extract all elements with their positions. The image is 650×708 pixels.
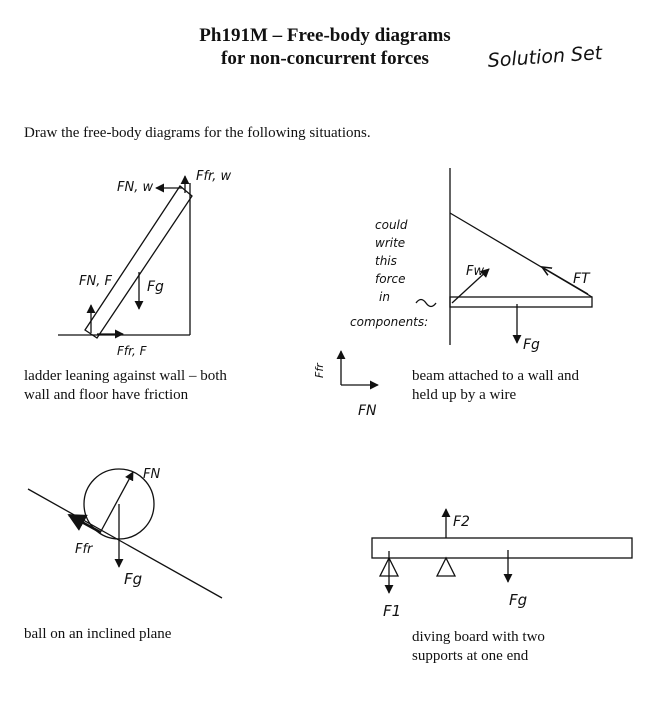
label-support-force: F2 [453,514,470,530]
solution-set-note: Solution Set [487,42,603,72]
label-normal-wall: FN, w [117,180,154,195]
note-pointer [416,300,436,307]
label-tension: FT [573,271,590,287]
label-gravity-ladder: Fg [147,279,164,295]
arrow-friction-ball [69,515,100,532]
board-caption-line-1: diving board with two [412,629,545,645]
diving-board-body [372,538,632,558]
beam-note [350,218,428,329]
note-line-5: in [379,290,390,304]
note-line-6: components: [350,315,429,329]
ladder-body [85,186,192,338]
ladder-diagram [58,176,192,338]
title-line-1: Ph191M – Free-body diagrams [199,25,451,46]
label-component-fr: Ffr [313,363,326,378]
instructions-text: Draw the free-body diagrams for the following situations. [24,125,371,141]
label-friction-wall: Ffr, w [196,169,232,184]
board-caption-line-2: supports at one end [412,648,529,664]
label-friction-ball: Ffr [75,542,93,557]
label-normal-floor: FN, F [79,274,112,289]
label-component-n: FN [358,403,377,419]
note-line-1: could [375,218,408,232]
beam-caption-line-1: beam attached to a wall and [412,368,580,384]
label-gravity-ball: Fg [124,570,143,588]
note-line-3: this [375,254,397,268]
beam-caption-line-2: held up by a wire [412,387,517,403]
beam-body [450,297,592,307]
ladder-caption-line-2: wall and floor have friction [24,387,189,403]
arrow-normal-ball [100,472,133,533]
support-triangle-2 [437,558,455,576]
label-friction-floor: Ffr, F [117,344,147,358]
note-line-2: write [375,236,406,250]
note-line-4: force [375,272,406,286]
label-force-1: F1 [383,602,402,620]
ball-caption: ball on an inclined plane [24,626,172,642]
label-gravity-board: Fg [509,591,528,609]
label-normal-ball: FN [143,467,161,482]
ladder-caption-line-1: ladder leaning against wall – both [24,368,227,384]
label-gravity-beam: Fg [523,337,540,353]
board-diagram [372,509,632,593]
label-wall-force: Fw [466,264,485,279]
title-line-2: for non-concurrent forces [221,48,429,69]
